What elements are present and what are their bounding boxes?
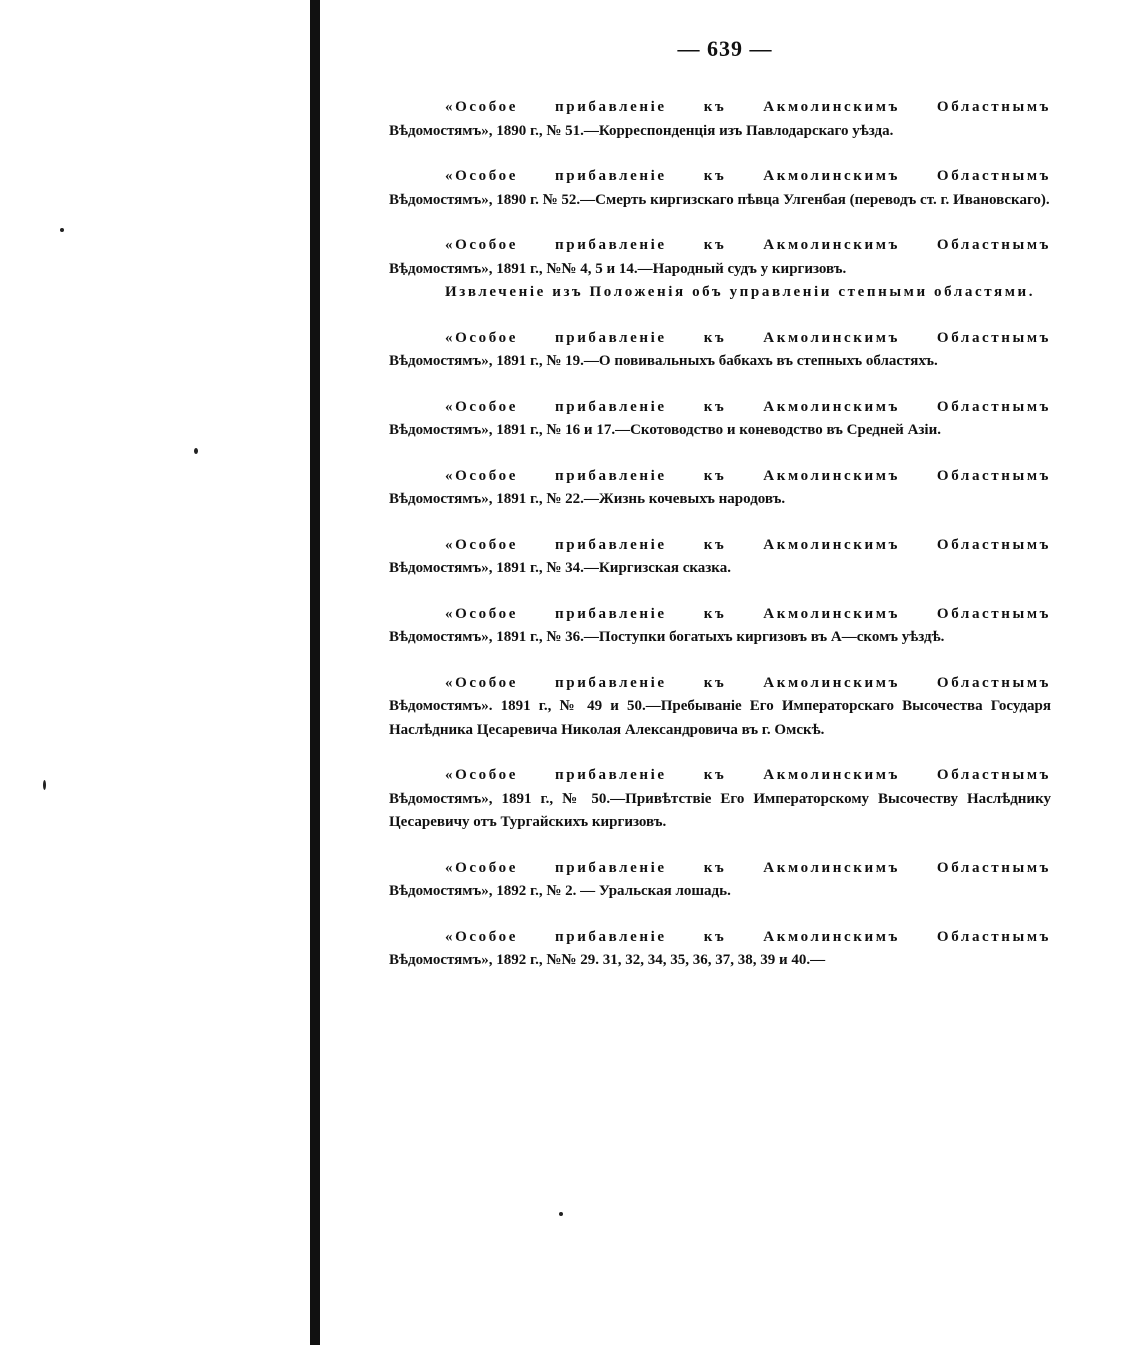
entry-title-line: «Особое прибавленіе къ Акмолинскимъ Областнымъ <box>445 168 1051 184</box>
entry-title-line: «Особое прибавленіе къ Акмолинскимъ Областнымъ <box>445 536 1051 553</box>
entry-body: Вѣдомостямъ», 1891 г., № 34.—Киргизская сказка. <box>389 560 731 576</box>
entry-title-line: «Особое прибавленіе къ Акмолинскимъ Областнымъ <box>445 237 1051 253</box>
bibliography-entry <box>389 96 1051 143</box>
bibliography-entry <box>389 396 1051 443</box>
entry-body: Вѣдомостямъ», 1891 г., № 22.—Жизнь кочевыхъ народовъ. <box>389 491 786 507</box>
scan-speck <box>60 228 64 232</box>
page-number: — 639 — <box>677 36 773 61</box>
entry-body: Вѣдомостямъ», 1890 г. № 52.—Смерть киргизскаго пѣвца Улгенбая (переводъ ст. г. Ивановскаго). <box>389 191 1050 208</box>
entry-title-line: «Особое прибавленіе къ Акмолинскимъ Областнымъ <box>445 99 1051 115</box>
entry-title-line: «Особое прибавленіе къ Акмолинскимъ Областнымъ <box>445 398 1051 415</box>
bibliography-list <box>389 96 1051 973</box>
scan-speck <box>43 780 46 790</box>
scan-speck <box>559 1212 563 1216</box>
entry-body: Вѣдомостямъ», 1891 г., № 36.—Поступки богатыхъ киргизовъ въ А—скомъ уѣздѣ. <box>389 629 945 645</box>
entry-title-line: «Особое прибавленіе къ Акмолинскимъ Областнымъ <box>445 859 1051 876</box>
bibliography-entry <box>389 165 1051 212</box>
entry-title-line: «Особое прибавленіе къ Акмолинскимъ Областнымъ <box>445 605 1051 622</box>
bibliography-entry <box>389 234 1051 305</box>
entry-body: Вѣдомостямъ». 1891 г., № 49 и 50.—Пребываніе Его Императорскаго Высочества Государя Наслѣдника Цесаревича Николая Александровича въ г. Омскѣ. <box>389 698 1051 738</box>
entry-body: Вѣдомостямъ», 1891 г., № 16 и 17.—Скотоводство и коневодство въ Средней Азіи. <box>389 422 941 438</box>
entry-title-line: «Особое прибавленіе къ Акмолинскимъ Областнымъ <box>445 674 1051 691</box>
bibliography-entry <box>389 926 1051 973</box>
bibliography-entry <box>389 603 1051 650</box>
entry-title-line: «Особое прибавленіе къ Акмолинскимъ Областнымъ <box>445 329 1051 346</box>
bibliography-entry <box>389 534 1051 581</box>
bibliography-entry <box>389 857 1051 904</box>
entry-body: Вѣдомостямъ», 1891 г., № 19.—О повивальныхъ бабкахъ въ степныхъ областяхъ. <box>389 353 938 369</box>
entry-body: Вѣдомостямъ», 1890 г., № 51.—Корреспонденція изъ Павлодарскаго уѣзда. <box>389 122 894 139</box>
entry-body: Вѣдомостямъ», 1892 г., №№ 29. 31, 32, 34, 35, 36, 37, 38, 39 и 40.— <box>389 952 826 968</box>
entry-extract: Извлеченіе изъ Положенія объ управленіи степными областями. <box>445 284 1036 300</box>
scan-speck <box>194 448 198 454</box>
bibliography-entry <box>389 672 1051 743</box>
binding-gutter-line <box>310 0 320 1345</box>
entry-body: Вѣдомостямъ», 1891 г., №№ 4, 5 и 14.—Народный судъ у киргизовъ. <box>389 260 847 277</box>
entry-title-line: «Особое прибавленіе къ Акмолинскимъ Областнымъ <box>445 928 1051 945</box>
entry-body: Вѣдомостямъ», 1891 г., № 50.—Привѣтствіе Его Императорскому Высочеству Наслѣднику Цесаревичу отъ Тургайскихъ киргизовъ. <box>389 790 1051 830</box>
bibliography-entry <box>389 327 1051 374</box>
bibliography-entry <box>389 764 1051 835</box>
bibliography-entry <box>389 465 1051 512</box>
entry-body: Вѣдомостямъ», 1892 г., № 2. — Уральская лошадь. <box>389 883 731 899</box>
entry-title-line: «Особое прибавленіе къ Акмолинскимъ Областнымъ <box>445 467 1051 484</box>
entry-title-line: «Особое прибавленіе къ Акмолинскимъ Областнымъ <box>445 767 1051 783</box>
